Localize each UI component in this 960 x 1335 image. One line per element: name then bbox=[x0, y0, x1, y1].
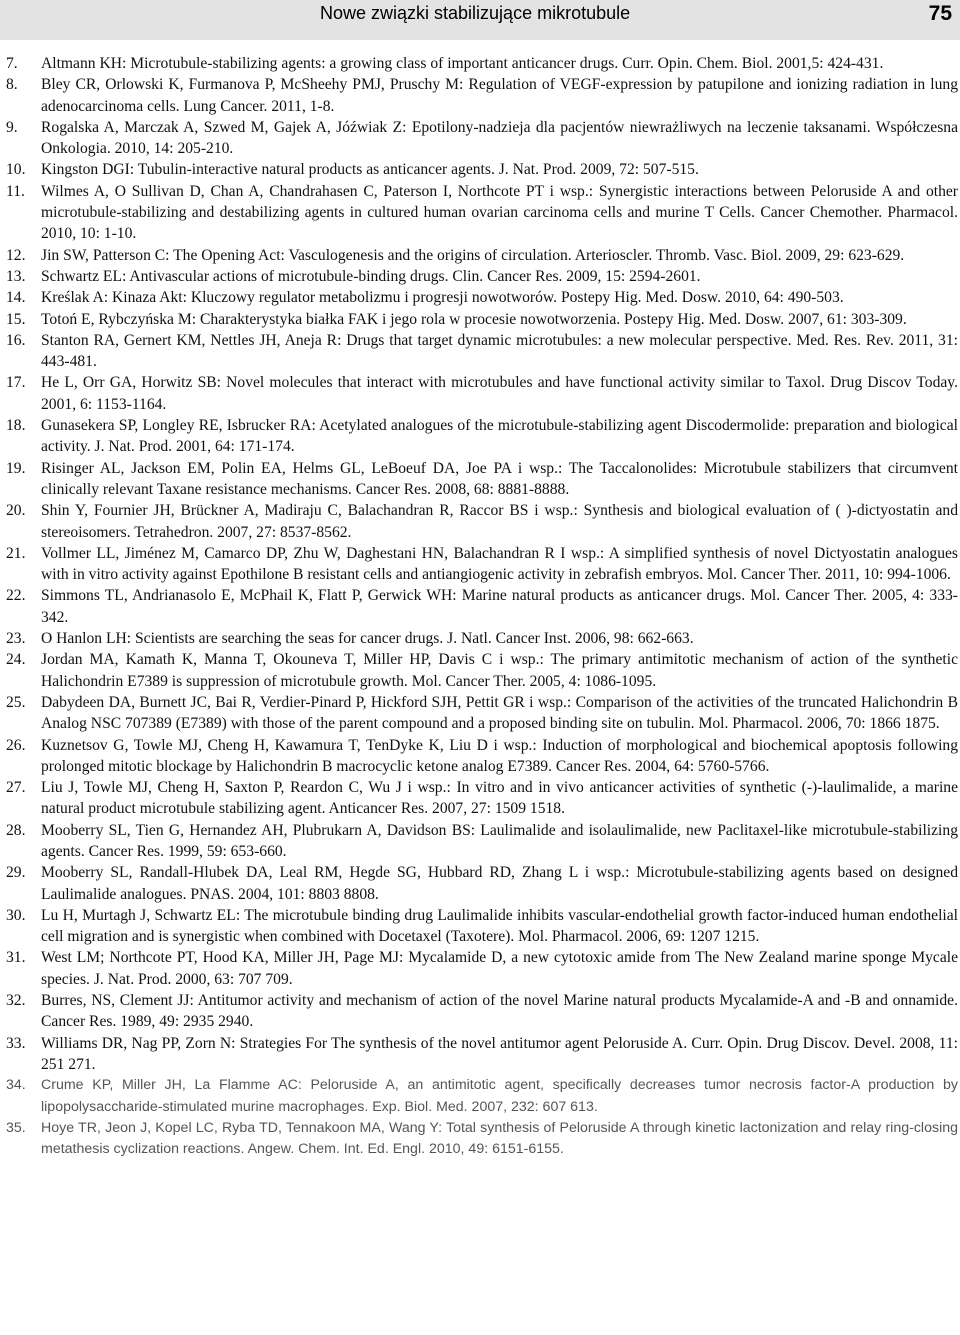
reference-text: Schwartz EL: Antivascular actions of microtubule-binding drugs. Clin. Cancer Res. 2009, 15: 2594-2601. bbox=[41, 267, 701, 285]
reference-item bbox=[6, 309, 958, 330]
reference-number: 29. bbox=[6, 864, 26, 882]
reference-number: 28. bbox=[6, 821, 26, 839]
reference-item bbox=[6, 777, 958, 820]
reference-item bbox=[6, 1118, 958, 1161]
reference-number: 12. bbox=[6, 246, 26, 264]
reference-item bbox=[6, 500, 958, 543]
reference-text: Risinger AL, Jackson EM, Polin EA, Helms GL, LeBoeuf DA, Joe PA i wsp.: The Taccalonolides: Microtubule stabilizers that circumvent clinically relevant Taxane resistance mechanisms. Cancer Res. 2008, 68: 8881-8888. bbox=[41, 459, 958, 498]
reference-item bbox=[6, 1075, 958, 1118]
reference-text: Mooberry SL, Tien G, Hernandez AH, Plubrukarn A, Davidson BS: Laulimalide and isolaulimalide, new Paclitaxel-like microtubule-stabilizing agents. Cancer Res. 1999, 59: 653-660. bbox=[41, 821, 958, 860]
reference-text: Totoń E, Rybczyńska M: Charakterystyka białka FAK i jego rola w procesie nowotworzenia. Postepy Hig. Med. Dosw. 2007, 61: 303-309. bbox=[41, 310, 907, 328]
reference-number: 18. bbox=[6, 417, 26, 435]
reference-text: Lu H, Murtagh J, Schwartz EL: The microtubule binding drug Laulimalide inhibits vascular-endothelial growth factor-induced human endothelial cell migration and is synergistic when combined with Docetaxel (Taxotere). Mol. Pharmacol. 2006, 69: 1207 1215. bbox=[41, 906, 958, 946]
reference-number: 31. bbox=[6, 949, 26, 967]
reference-item bbox=[6, 820, 958, 863]
reference-item bbox=[6, 53, 958, 74]
reference-item bbox=[6, 159, 958, 180]
reference-text: Kuznetsov G, Towle MJ, Cheng H, Kawamura T, TenDyke K, Liu D i wsp.: Induction of morphological and biochemical apoptosis following prolonged mitotic blockage by Halichondrin B macrocyclic ketone analog E7389. Cancer Res. 2004, 64: 5760-5766. bbox=[41, 736, 958, 775]
reference-item bbox=[6, 266, 958, 287]
reference-text: Burres, NS, Clement JJ: Antitumor activity and mechanism of action of the novel Marine natural products Mycalamide-A and -B and onnamide. Cancer Res. 1989, 49: 2935 2940. bbox=[41, 992, 958, 1031]
reference-number: 8. bbox=[6, 76, 18, 94]
reference-number: 20. bbox=[6, 502, 26, 520]
reference-number: 10. bbox=[6, 161, 26, 179]
reference-text: Jordan MA, Kamath K, Manna T, Okouneva T, Miller HP, Davis C i wsp.: The primary antimitotic mechanism of action of the synthetic Halichondrin E7389 is suppression of microtubule growth. Mol. Cancer Ther. 2005, 4: 1086-1095. bbox=[41, 651, 958, 690]
reference-text: Dabydeen DA, Burnett JC, Bai R, Verdier-Pinard P, Hickford SJH, Pettit GR i wsp.: Comparison of the activities of the truncated Halichondrin B Analog NSC 707389 (E7389) with those of the parent compound and a proposed binding site on tubulin. Mol. Pharmacol. 2006, 70: 1866 1875. bbox=[41, 693, 958, 733]
reference-number: 15. bbox=[6, 310, 26, 328]
reference-item bbox=[6, 735, 958, 778]
reference-text: Kreślak A: Kinaza Akt: Kluczowy regulator metabolizmu i progresji nowotworów. Postepy Hig. Med. Dosw. 2010, 64: 490-503. bbox=[41, 289, 844, 307]
reference-number: 35. bbox=[6, 1119, 26, 1136]
reference-item bbox=[6, 181, 958, 245]
reference-item bbox=[6, 245, 958, 266]
reference-item bbox=[6, 74, 958, 117]
reference-number: 16. bbox=[6, 331, 26, 349]
reference-item bbox=[6, 692, 958, 735]
running-title: Nowe związki stabilizujące mikrotubule bbox=[320, 3, 631, 23]
reference-item bbox=[6, 990, 958, 1033]
reference-number: 30. bbox=[6, 906, 26, 924]
reference-number: 32. bbox=[6, 992, 26, 1010]
reference-number: 17. bbox=[6, 374, 26, 392]
reference-number: 25. bbox=[6, 693, 26, 711]
reference-text: Altmann KH: Microtubule-stabilizing agents: a growing class of important anticancer drugs. Curr. Opin. Chem. Biol. 2001,5: 424-431. bbox=[41, 55, 884, 72]
reference-text: Bley CR, Orlowski K, Furmanova P, McSheehy PMJ, Pruschy M: Regulation of VEGF-expression by patupilone and ionizing radiation in lung adenocarcinoma cells. Lung Cancer. 2011, 1-8. bbox=[41, 76, 958, 115]
reference-item bbox=[6, 585, 958, 628]
reference-text: Kingston DGI: Tubulin-interactive natural products as anticancer agents. J. Nat. Prod. 2009, 72: 507-515. bbox=[41, 161, 699, 179]
reference-text: Stanton RA, Gernert KM, Nettles JH, Aneja R: Drugs that target dynamic microtubules: a new molecular perspective. Med. Res. Rev. 2011, 31: 443-481. bbox=[41, 331, 958, 371]
reference-text: Hoye TR, Jeon J, Kopel LC, Ryba TD, Tennakoon MA, Wang Y: Total synthesis of Peloruside A through kinetic lactonization and relay ring-closing metathesis cyclization reactions. Angew. Chem. Int. Ed. Engl. 2010, 49: 6151-6155. bbox=[41, 1119, 958, 1158]
reference-text: Wilmes A, O Sullivan D, Chan A, Chandrahasen C, Paterson I, Northcote PT i wsp.: Synergistic interactions between Peloruside A and other microtubule-stabilizing and destabilizing agents in cultured human ovarian carcinoma cells and murine T Cells. Cancer Chemother. Pharmacol. 2010, 10: 1-10. bbox=[41, 182, 958, 243]
reference-item bbox=[6, 1033, 958, 1076]
reference-list bbox=[6, 53, 958, 1160]
reference-item bbox=[6, 287, 958, 308]
reference-number: 34. bbox=[6, 1077, 26, 1094]
page-number: 75 bbox=[928, 2, 952, 25]
reference-text: Gunasekera SP, Longley RE, Isbrucker RA: Acetylated analogues of the microtubule-stabilizing agent Discodermolide: preparation and biological activity. J. Nat. Prod. 2001, 64: 171-174. bbox=[41, 417, 958, 456]
reference-text: Crume KP, Miller JH, La Flamme AC: Peloruside A, an antimitotic agent, specifically decreases tumor necrosis factor-A production by lipopolysaccharide-stimulated murine macrophages. Exp. Biol. Med. 2007, 232: 607 613. bbox=[41, 1077, 958, 1115]
reference-item bbox=[6, 415, 958, 458]
reference-number: 23. bbox=[6, 630, 26, 648]
reference-number: 14. bbox=[6, 289, 26, 307]
reference-text: Shin Y, Fournier JH, Brückner A, Madiraju C, Balachandran R, Raccor BS i wsp.: Synthesis and biological evaluation of ( )-dictyostatin and stereoisomers. Tetrahedron. 2007, 27: 8537-8562. bbox=[41, 502, 958, 541]
reference-number: 19. bbox=[6, 459, 26, 477]
reference-number: 11. bbox=[6, 182, 25, 200]
reference-number: 9. bbox=[6, 118, 18, 136]
reference-text: Liu J, Towle MJ, Cheng H, Saxton P, Reardon C, Wu J i wsp.: In vitro and in vivo anticancer activities of synthetic (-)-laulimalide, a marine natural product microtubule stabilizing agent. Anticancer Res. 2007, 27: 1509 1518. bbox=[41, 779, 958, 818]
reference-item bbox=[6, 947, 958, 990]
reference-text: He L, Orr GA, Horwitz SB: Novel molecules that interact with microtubules and have functional activity similar to Taxol. Drug Discov Today. 2001, 6: 1153-1164. bbox=[41, 374, 958, 413]
reference-text: Williams DR, Nag PP, Zorn N: Strategies For The synthesis of the novel antitumor agent Peloruside A. Curr. Opin. Drug Discov. Devel. 2008, 11: 251 271. bbox=[41, 1034, 958, 1073]
reference-number: 13. bbox=[6, 267, 26, 285]
reference-item bbox=[6, 862, 958, 905]
reference-number: 26. bbox=[6, 736, 26, 754]
reference-item bbox=[6, 330, 958, 373]
reference-item bbox=[6, 905, 958, 948]
reference-text: O Hanlon LH: Scientists are searching the seas for cancer drugs. J. Natl. Cancer Inst. 2006, 98: 662-663. bbox=[41, 630, 694, 648]
reference-number: 21. bbox=[6, 544, 26, 562]
reference-number: 27. bbox=[6, 779, 26, 797]
reference-text: Rogalska A, Marczak A, Szwed M, Gajek A, Jóźwiak Z: Epotilony-nadzieja dla pacjentów niewrażliwych na leczenie taksanami. Współczesna Onkologia. 2010, 14: 205-210. bbox=[41, 118, 958, 158]
reference-item bbox=[6, 458, 958, 501]
reference-number: 22. bbox=[6, 587, 26, 605]
reference-number: 24. bbox=[6, 651, 26, 669]
reference-number: 33. bbox=[6, 1034, 26, 1052]
reference-number: 7. bbox=[6, 55, 18, 72]
reference-text: Jin SW, Patterson C: The Opening Act: Vasculogenesis and the origins of circulation. Arterioscler. Thromb. Vasc. Biol. 2009, 29: 623-629. bbox=[41, 246, 905, 264]
reference-text: West LM; Northcote PT, Hood KA, Miller JH, Page MJ: Mycalamide D, a new cytotoxic amide from The New Zealand marine sponge Mycale species. J. Nat. Prod. 2000, 63: 707 709. bbox=[41, 949, 958, 988]
reference-item bbox=[6, 117, 958, 160]
reference-text: Vollmer LL, Jiménez M, Camarco DP, Zhu W, Daghestani HN, Balachandran R I wsp.: A simplified synthesis of novel Dictyostatin analogues with in vitro activity against Epothilone B resistant cells and antiangiogenic activity in zebrafish embryos. Mol. Cancer Ther. 2011, 10: 994-1006. bbox=[41, 544, 958, 584]
page-header bbox=[0, 0, 960, 40]
reference-item bbox=[6, 628, 958, 649]
reference-item bbox=[6, 649, 958, 692]
reference-item bbox=[6, 543, 958, 586]
reference-item bbox=[6, 372, 958, 415]
reference-text: Simmons TL, Andrianasolo E, McPhail K, Flatt P, Gerwick WH: Marine natural products as anticancer drugs. Mol. Cancer Ther. 2005, 4: 333-342. bbox=[41, 587, 958, 626]
reference-text: Mooberry SL, Randall-Hlubek DA, Leal RM, Hegde SG, Hubbard RD, Zhang L i wsp.: Microtubule-stabilizing agents based on designed Laulimalide analogues. PNAS. 2004, 101: 8803 8808. bbox=[41, 864, 958, 903]
